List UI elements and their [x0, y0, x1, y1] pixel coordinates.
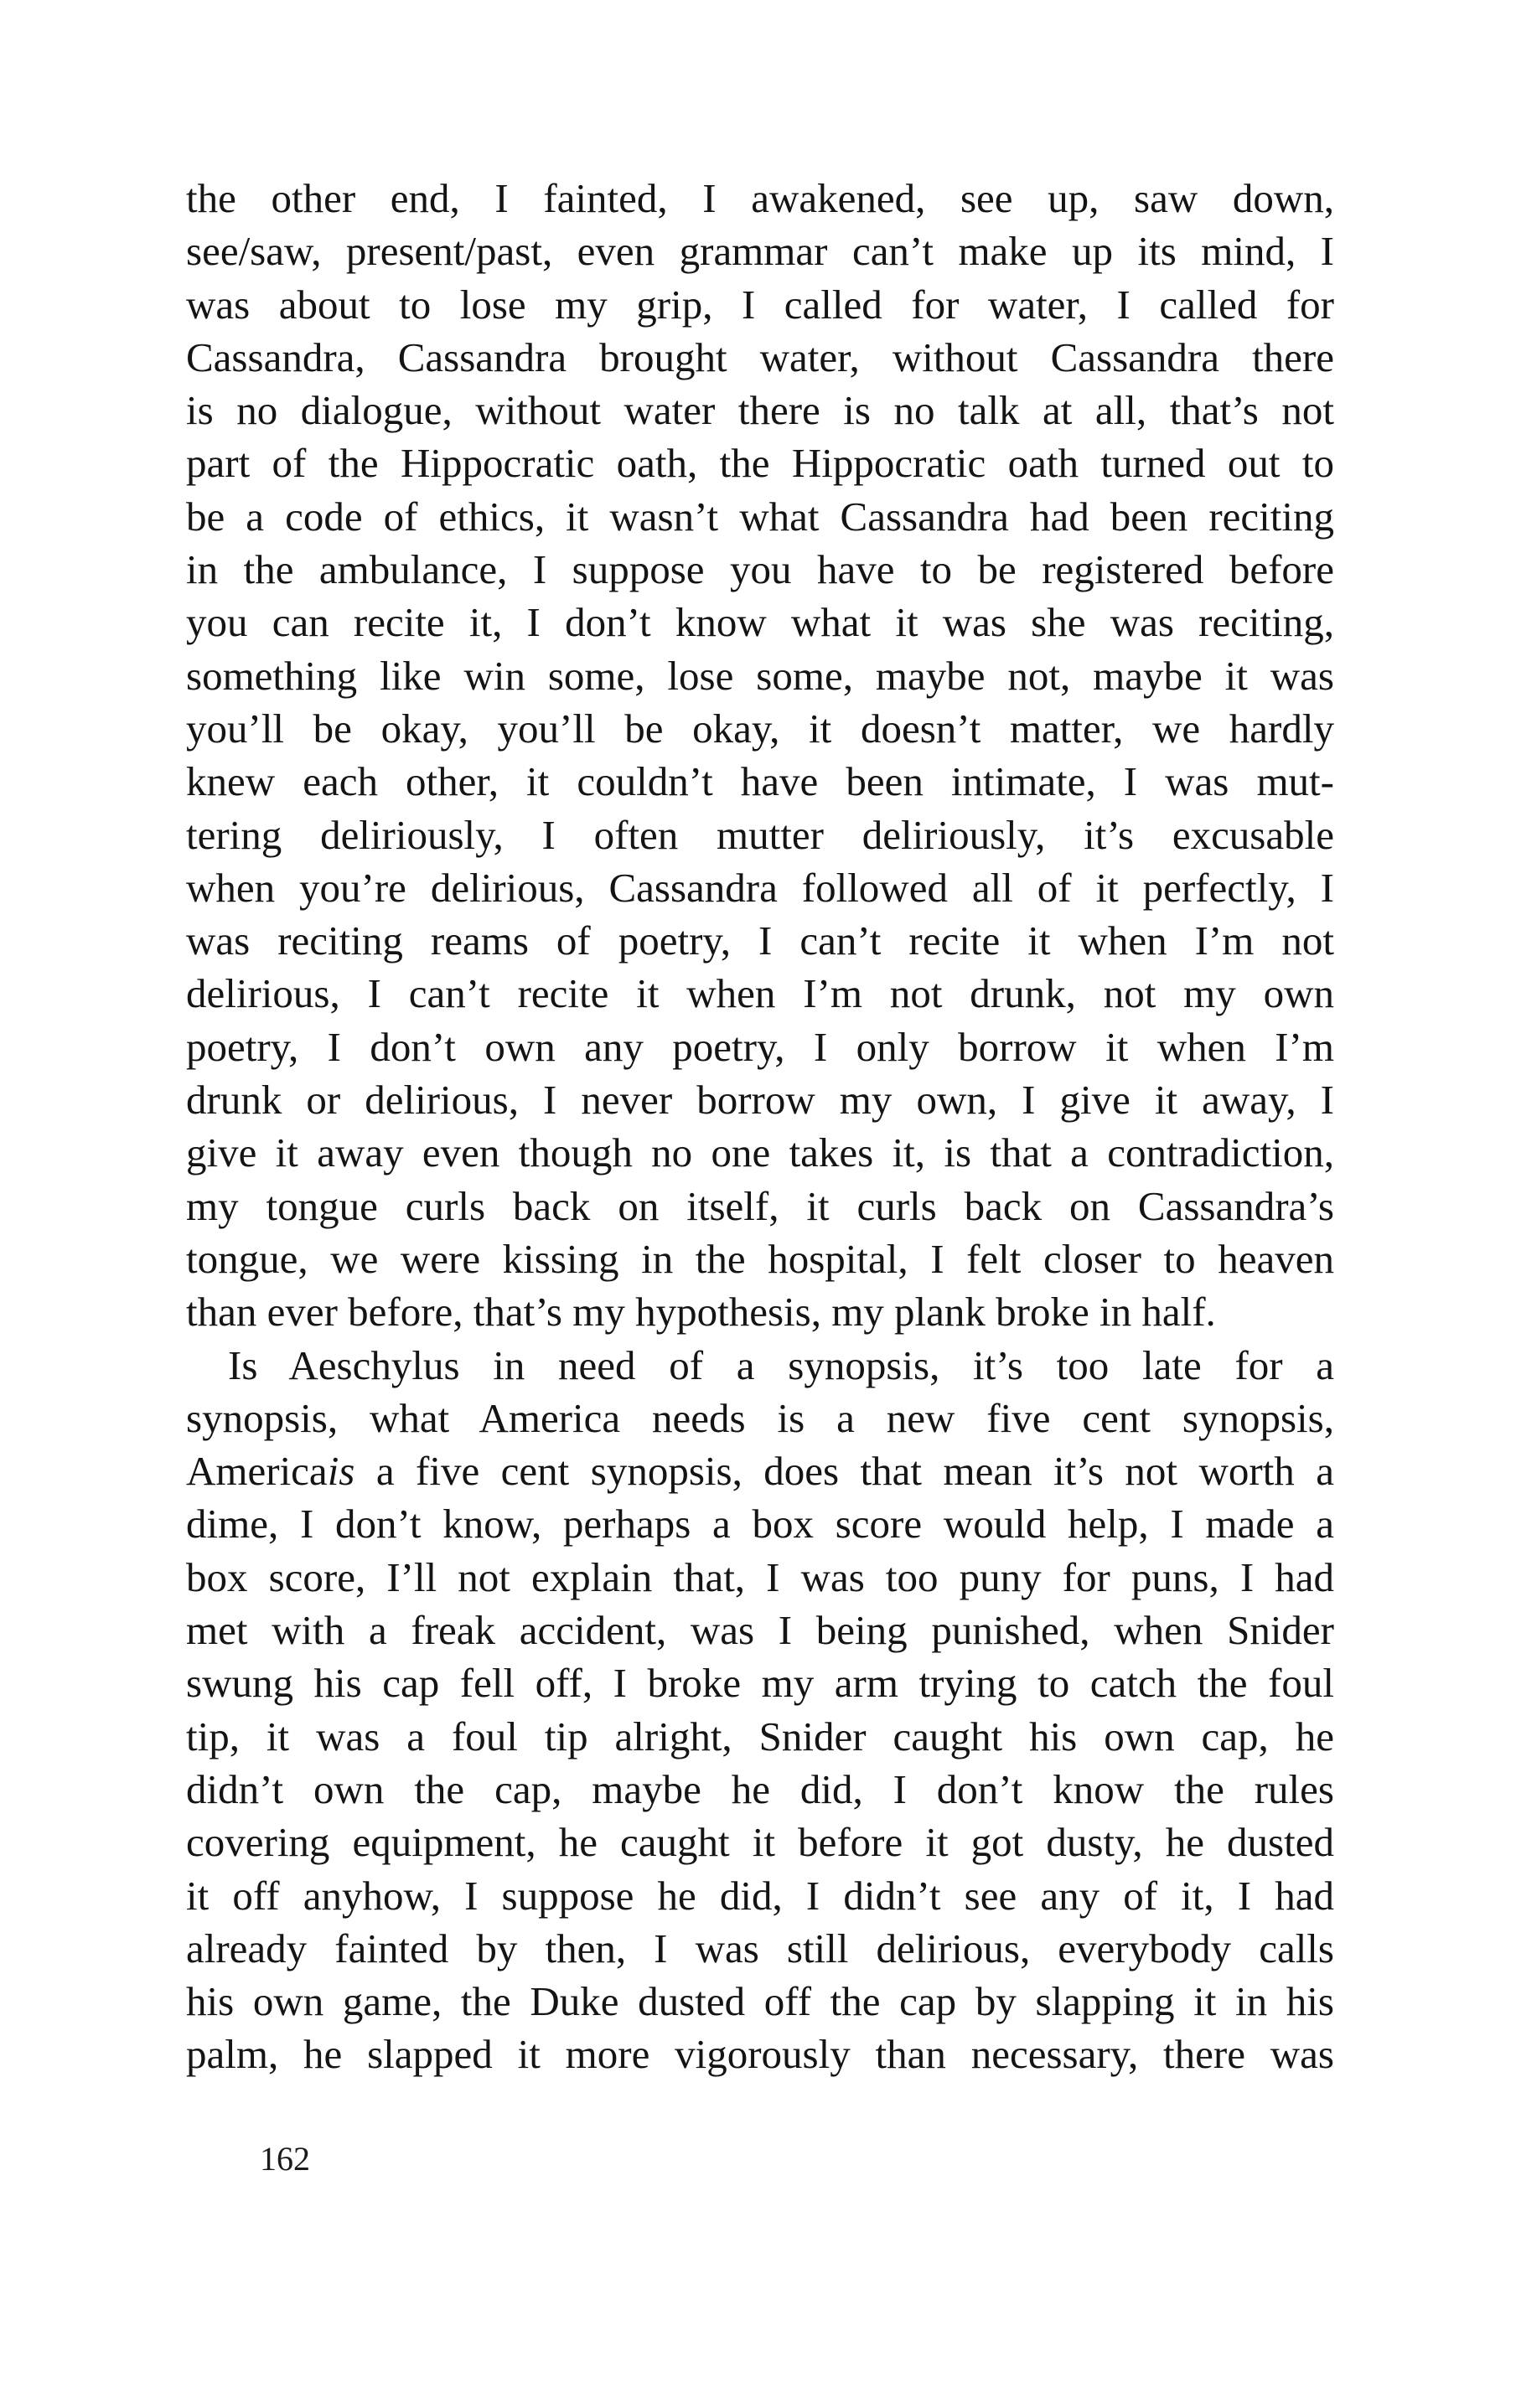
text-line: drunk or delirious, I never borrow my own, I give it away, I [186, 1077, 1334, 1124]
text-line: tongue, we were kissing in the hospital, I felt closer to heaven [186, 1235, 1334, 1282]
text-line: his own game, the Duke dusted off the cap by slapping it in his [186, 1978, 1334, 2025]
text-line: Cassandra, Cassandra brought water, without Cassandra there [186, 333, 1334, 380]
text-line: be a code of ethics, it wasn’t what Cassandra had been reciting [186, 493, 1334, 540]
text-line: part of the Hippocratic oath, the Hippocratic oath turned out to [186, 440, 1334, 487]
text-line: the other end, I fainted, I awakened, see up, saw down, [186, 175, 1334, 221]
paragraph-end-line: than ever before, that’s my hypothesis, my plank broke in half. [186, 1289, 1216, 1336]
text-line: met with a freak accident, was I being punished, when Snider [186, 1607, 1334, 1654]
text-line: didn’t own the cap, maybe he did, I don’t know the rules [186, 1765, 1334, 1812]
text-line: is no dialogue, without water there is no talk at all, that’s not [186, 387, 1334, 434]
text-line: box score, I’ll not explain that, I was too puny for puns, I had [186, 1553, 1334, 1600]
paragraph-start-line: Is Aeschylus in need of a synopsis, it’s too late for a [228, 1341, 1334, 1388]
text-line: in the ambulance, I suppose you have to be registered before [186, 546, 1334, 593]
text-line: poetry, I don’t own any poetry, I only borrow it when I’m [186, 1023, 1334, 1070]
text-line: was about to lose my grip, I called for water, I called for [186, 281, 1334, 328]
text-line: dime, I don’t know, perhaps a box score would help, I made a [186, 1501, 1334, 1548]
text-line: already fainted by then, I was still delirious, everybody calls [186, 1925, 1334, 1971]
text-line-with-italic [186, 1444, 1334, 1497]
body-text [186, 172, 1334, 2081]
text-line: swung his cap fell off, I broke my arm trying to catch the foul [186, 1660, 1334, 1707]
line-prefix: America [186, 1448, 328, 1495]
text-line: was reciting reams of poetry, I can’t recite it when I’m not [186, 917, 1334, 964]
text-line: you’ll be okay, you’ll be okay, it doesn’t matter, we hardly [186, 705, 1334, 752]
text-line: palm, he slapped it more vigorously than necessary, there was [186, 2031, 1334, 2078]
text-line: delirious, I can’t recite it when I’m not drunk, not my own [186, 970, 1334, 1017]
italic-emphasis: is [327, 1448, 355, 1495]
line-remainder: a five cent synopsis, does that mean it’s not worth a [375, 1448, 1335, 1495]
text-line: synopsis, what America needs is a new five cent synopsis, [186, 1394, 1334, 1441]
text-line: knew each other, it couldn’t have been intimate, I was mut- [186, 758, 1334, 805]
text-line: tering deliriously, I often mutter deliriously, it’s excusable [186, 811, 1334, 858]
page-number: 162 [260, 2140, 310, 2178]
text-line: you can recite it, I don’t know what it was she was reciting, [186, 599, 1334, 646]
text-line: tip, it was a foul tip alright, Snider caught his own cap, he [186, 1713, 1334, 1759]
text-line: see/saw, present/past, even grammar can’t make up its mind, I [186, 228, 1334, 275]
text-line: it off anyhow, I suppose he did, I didn’t see any of it, I had [186, 1872, 1334, 1919]
text-line: something like win some, lose some, maybe not, maybe it was [186, 652, 1334, 699]
text-line: my tongue curls back on itself, it curls back on Cassandra’s [186, 1182, 1334, 1229]
text-line: when you’re delirious, Cassandra followed all of it perfectly, I [186, 864, 1334, 911]
text-line: covering equipment, he caught it before it got dusty, he dusted [186, 1819, 1334, 1866]
text-line: give it away even though no one takes it, is that a contradiction, [186, 1129, 1334, 1176]
